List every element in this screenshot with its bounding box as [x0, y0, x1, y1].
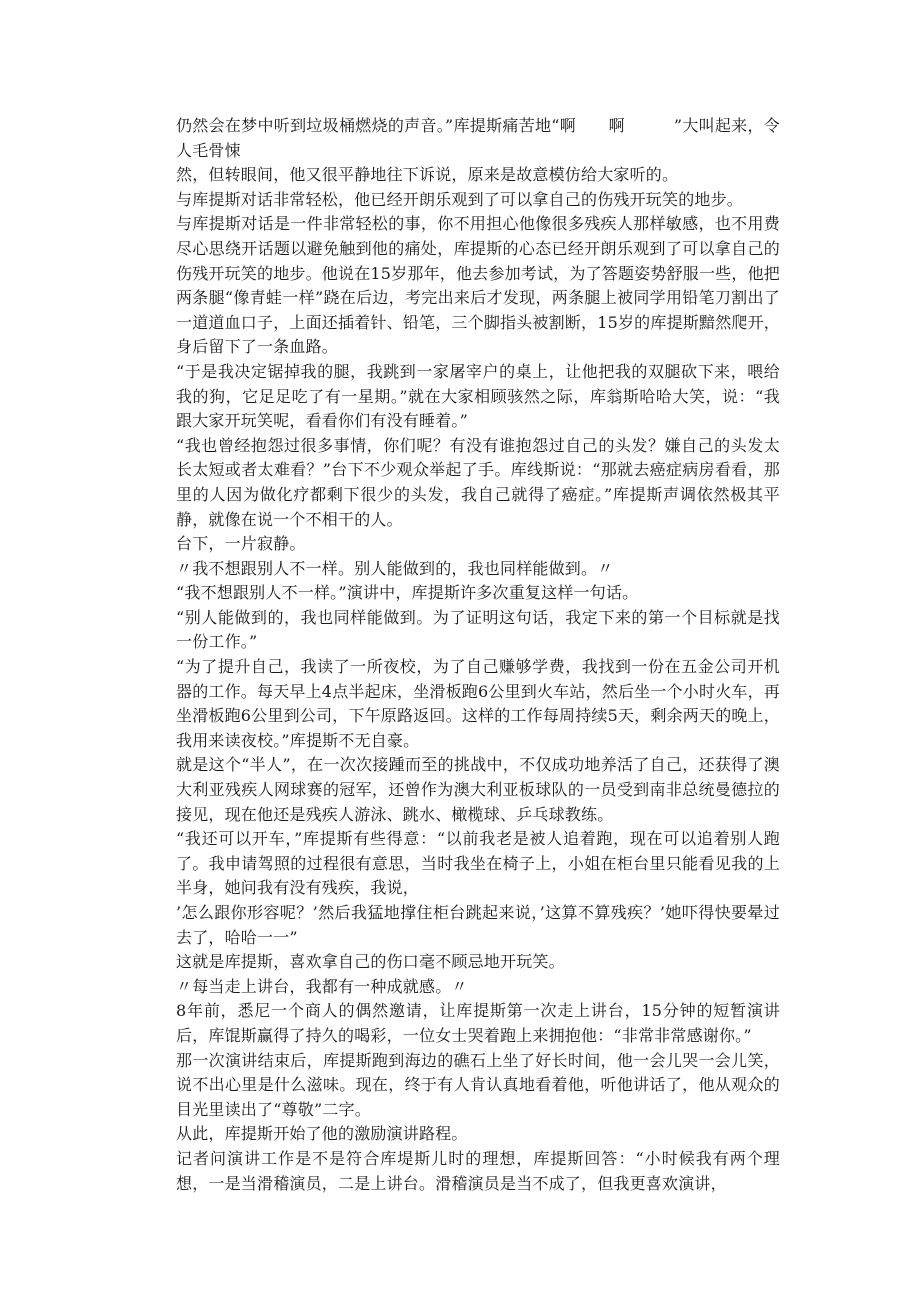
paragraph-9: “我不想跟别人不一样。”演讲中，库提斯许多次重复这样一句话。 [176, 583, 639, 603]
paragraph-14: ’怎么跟你形容呢？’然后我猛地撑住柜台跳起来说，’这算不算残疾？’她吓得快要晕过去了，哈哈一一” [176, 903, 780, 947]
paragraph-3: 与库提斯对话非常轻松，他已经开朗乐观到了可以拿自己的伤残开玩笑的地步。 [176, 189, 744, 209]
paragraph-18: 那一次演讲结束后，库提斯跑到海边的礁石上坐了好长时间，他一会儿哭一会儿笑，说不出心里是什么滋味。现在，终于有人肯认真地看着他，听他讲话了，他从观众的目光里读出了“尊敬”二字。 [176, 1050, 780, 1119]
paragraph-2: 然，但转眼间，他又很平静地往下诉说，原来是故意模仿给大家听的。 [176, 165, 679, 185]
paragraph-7: 台下，一片寂静。 [176, 534, 306, 554]
paragraph-4: 与库提斯对话是一件非常轻松的事，你不用担心他像很多残疾人那样敏感，也不用费尽心思绕开话题以避免触到他的痛处，库提斯的心态已经开朗乐观到了可以拿自己的伤残开玩笑的地步。他说在15岁那年，他去参加考试，为了答题姿势舒服一些，他把两条腿“像青蛙一样”跷在后边，考完出来后才发现，两条腿上被同学用铅笔刀割出了一道道血口子，上面还插着针、铅笔，三个脚指头被割断，15岁的库提斯黯然爬开，身后留下了一条血路。 [176, 214, 780, 357]
paragraph-16: 〃每当走上讲台，我都有一种成就感。〃 [176, 976, 468, 996]
paragraph-20: 记者问演讲工作是不是符合库堤斯儿时的理想，库提斯回答：“小时候我有两个理想，一是当滑稽演员，二是上讲台。滑稽演员是当不成了，但我更喜欢演讲， [176, 1148, 780, 1193]
paragraph-10: “别人能做到的，我也同样能做到。为了证明这句话，我定下来的第一个目标就是找一份工作。” [176, 607, 780, 652]
paragraph-6: “我也曾经抱怨过很多事情，你们呢？有没有谁抱怨过自己的头发？嫌自己的头发太长太短或者太难看？”台下不少观众举起了手。库线斯说：“那就去癌症病房看看，那里的人因为做化疗都剩下很少的头发，我自己就得了癌症。”库提斯声调依然极其平静，就像在说一个不相干的人。 [176, 435, 780, 529]
document-page [176, 114, 780, 1196]
paragraph-8: 〃我不想跟别人不一样。别人能做到的，我也同样能做到。〃 [176, 558, 614, 578]
paragraph-11: “为了提升自己，我读了一所夜校，为了自己赚够学费，我找到一份在五金公司开机器的工作。每天早上4点半起床，坐滑板跑6公里到火车站，然后坐一个小时火车，再坐滑板跑6公里到公司，下午原路返回。这样的工作每周持续5天，剩余两天的晚上，我用来读夜校。”库提斯不无自豪。 [176, 657, 780, 750]
paragraph-15: 这就是库提斯，喜欢拿自己的伤口毫不顾忌地开玩笑。 [176, 952, 565, 972]
paragraph-5: “于是我决定锯掉我的腿，我跳到一家屠宰户的桌上，让他把我的双腿砍下来，喂给我的狗，它足足吃了有一星期。”就在大家相顾骇然之际，库翁斯哈哈大笑，说：“我跟大家开玩笑呢，看看你们有没有睡着。” [176, 361, 780, 431]
paragraph-13: “我还可以开车，”库提斯有些得意：“以前我老是被人追着跑，现在可以追着别人跑了。我申请驾照的过程很有意思，当时我坐在椅子上，小姐在柜台里只能看见我的上半身，她问我有没有残疾，我说， [176, 829, 780, 898]
paragraph-17: 8年前，悉尼一个商人的偶然邀请，让库提斯第一次走上讲台，15分钟的短暂演讲后，库馄斯赢得了持久的喝彩，一位女士哭着跑上来拥抱他：“非常非常感谢你。” [176, 1001, 780, 1045]
paragraph-12: 就是这个“半人”，在一次次接踵而至的挑战中，不仅成功地养活了自己，还获得了澳大利亚残疾人网球赛的冠军，还曾作为澳大利亚板球队的一员受到南非总统曼德拉的接见，现在他还是残疾人游泳、跳水、橄榄球、乒乓球教练。 [176, 755, 780, 824]
paragraph-19: 从此，库提斯开始了他的激励演讲路程。 [176, 1124, 468, 1144]
paragraph-1: 仍然会在梦中听到垃圾桶燃烧的声音。”库提斯痛苦地“啊 啊 ”大叫起来，令人毛骨悚 [176, 116, 780, 160]
